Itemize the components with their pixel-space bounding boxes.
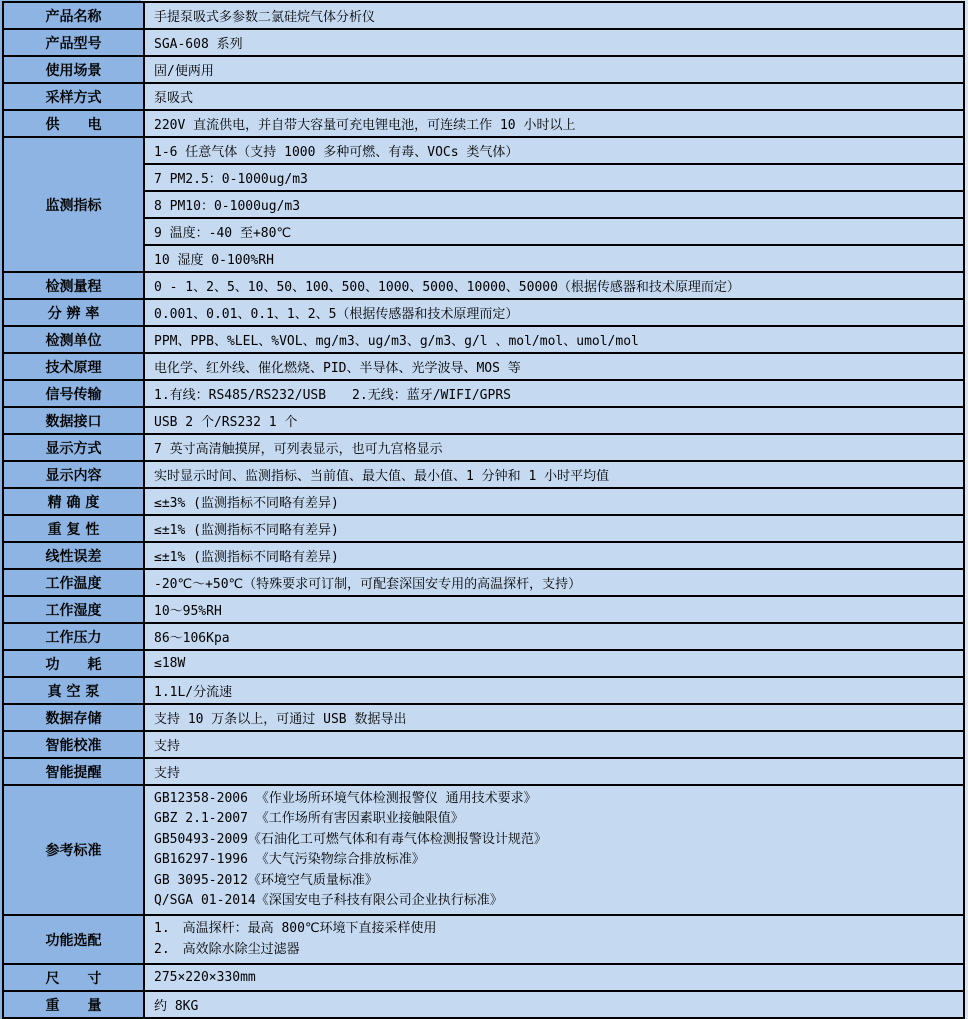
- spec-value-repeatability: ≤±1% (监测指标不同略有差异): [144, 515, 964, 542]
- spec-table-body: [3, 2, 964, 1018]
- spec-row-smart-calibration: [3, 731, 964, 758]
- spec-value-line-reference-standards-2: GB50493-2009《石油化工可燃气体和有毒气体检测报警设计规范》: [154, 831, 547, 847]
- spec-value-accuracy: ≤±3% (监测指标不同略有差异): [144, 488, 964, 515]
- spec-label-resolution: 分 辨 率: [3, 299, 144, 326]
- spec-row-working-humidity: [3, 596, 964, 623]
- spec-value-line-reference-standards-5: Q/SGA 01-2014《深国安电子科技有限公司企业执行标准》: [154, 893, 503, 909]
- spec-label-accuracy: 精 确 度: [3, 488, 144, 515]
- spec-row-repeatability: [3, 515, 964, 542]
- spec-row-weight: [3, 991, 964, 1018]
- spec-value-monitoring-indicators: 9 温度：-40 至+80℃: [144, 218, 964, 245]
- spec-label-monitoring-indicators: 监测指标: [3, 137, 144, 272]
- spec-value-working-temperature: -20℃～+50℃（特殊要求可订制，可配套深国安专用的高温探杆，支持）: [144, 569, 964, 596]
- spec-label-power-consumption: 功 耗: [3, 650, 144, 677]
- spec-label-data-interface: 数据接口: [3, 407, 144, 434]
- spec-value-detection-unit: PPM、PPB、%LEL、%VOL、mg/m3、ug/m3、g/m3、g/l 、mol/mol、umol/mol: [144, 326, 964, 353]
- spec-row-monitoring-indicators: [3, 245, 964, 272]
- spec-label-smart-calibration: 智能校准: [3, 731, 144, 758]
- spec-label-signal-transmission: 信号传输: [3, 380, 144, 407]
- spec-row-detection-range: [3, 272, 964, 299]
- spec-value-display-content: 实时显示时间、监测指标、当前值、最大值、最小值、1 分钟和 1 小时平均值: [144, 461, 964, 488]
- spec-value-signal-transmission: 1.有线：RS485/RS232/USB 2.无线：蓝牙/WIFI/GPRS: [144, 380, 964, 407]
- spec-row-optional-functions: [3, 915, 964, 964]
- spec-row-working-pressure: [3, 623, 964, 650]
- spec-value-sampling-method: 泵吸式: [144, 83, 964, 110]
- spec-label-vacuum-pump: 真 空 泵: [3, 677, 144, 704]
- spec-label-technical-principle: 技术原理: [3, 353, 144, 380]
- spec-value-line-optional-functions-1: 2. 高效除水除尘过滤器: [154, 941, 300, 957]
- spec-value-optional-functions: [144, 915, 964, 964]
- spec-value-smart-reminder: 支持: [144, 758, 964, 785]
- spec-label-linearity-error: 线性误差: [3, 542, 144, 569]
- spec-value-monitoring-indicators: 10 湿度 0-100%RH: [144, 245, 964, 272]
- spec-value-display-mode: 7 英寸高清触摸屏，可列表显示，也可九宫格显示: [144, 434, 964, 461]
- spec-value-data-interface: USB 2 个/RS232 1 个: [144, 407, 964, 434]
- spec-label-dimensions: 尺 寸: [3, 964, 144, 991]
- spec-row-data-storage: [3, 704, 964, 731]
- spec-label-sampling-method: 采样方式: [3, 83, 144, 110]
- spec-value-usage-scenario: 固/便两用: [144, 56, 964, 83]
- spec-value-line-reference-standards-3: GB16297-1996 《大气污染物综合排放标准》: [154, 852, 425, 868]
- spec-value-weight: 约 8KG: [144, 991, 964, 1018]
- spec-value-working-pressure: 86～106Kpa: [144, 623, 964, 650]
- spec-row-detection-unit: [3, 326, 964, 353]
- spec-value-monitoring-indicators: 1-6 任意气体（支持 1000 多种可燃、有毒、VOCs 类气体）: [144, 137, 964, 164]
- spec-value-data-storage: 支持 10 万条以上，可通过 USB 数据导出: [144, 704, 964, 731]
- spec-value-line-optional-functions-0: 1. 高温探杆：最高 800℃环境下直接采样使用: [154, 921, 437, 937]
- spec-row-vacuum-pump: [3, 677, 964, 704]
- spec-table: [2, 1, 965, 1019]
- spec-row-display-content: [3, 461, 964, 488]
- spec-row-monitoring-indicators: [3, 164, 964, 191]
- spec-value-dimensions: 275×220×330mm: [144, 964, 964, 991]
- spec-label-reference-standards: 参考标准: [3, 785, 144, 915]
- spec-label-detection-unit: 检测单位: [3, 326, 144, 353]
- spec-row-power-supply: [3, 110, 964, 137]
- spec-label-power-supply: 供 电: [3, 110, 144, 137]
- spec-value-product-name: 手提泵吸式多参数二氯硅烷气体分析仪: [144, 2, 964, 29]
- spec-value-working-humidity: 10～95%RH: [144, 596, 964, 623]
- spec-value-line-reference-standards-4: GB 3095-2012《环境空气质量标准》: [154, 872, 378, 888]
- spec-label-display-content: 显示内容: [3, 461, 144, 488]
- spec-value-power-supply: 220V 直流供电，并自带大容量可充电锂电池，可连续工作 10 小时以上: [144, 110, 964, 137]
- spec-row-smart-reminder: [3, 758, 964, 785]
- spec-value-technical-principle: 电化学、红外线、催化燃烧、PID、半导体、光学波导、MOS 等: [144, 353, 964, 380]
- spec-row-product-name: [3, 2, 964, 29]
- spec-value-reference-standards: [144, 785, 964, 915]
- spec-row-working-temperature: [3, 569, 964, 596]
- spec-value-power-consumption: ≤18W: [144, 650, 964, 677]
- spec-label-smart-reminder: 智能提醒: [3, 758, 144, 785]
- spec-value-resolution: 0.001、0.01、0.1、1、2、5（根据传感器和技术原理而定）: [144, 299, 964, 326]
- spec-value-monitoring-indicators: 7 PM2.5：0-1000ug/m3: [144, 164, 964, 191]
- spec-row-linearity-error: [3, 542, 964, 569]
- spec-label-display-mode: 显示方式: [3, 434, 144, 461]
- spec-row-signal-transmission: [3, 380, 964, 407]
- spec-value-monitoring-indicators: 8 PM10：0-1000ug/m3: [144, 191, 964, 218]
- spec-row-technical-principle: [3, 353, 964, 380]
- spec-value-smart-calibration: 支持: [144, 731, 964, 758]
- spec-label-repeatability: 重 复 性: [3, 515, 144, 542]
- spec-label-working-pressure: 工作压力: [3, 623, 144, 650]
- spec-sheet: [2, 1, 965, 1019]
- spec-row-dimensions: [3, 964, 964, 991]
- spec-label-detection-range: 检测量程: [3, 272, 144, 299]
- spec-value-line-reference-standards-1: GBZ 2.1-2007 《工作场所有害因素职业接触限值》: [154, 811, 464, 827]
- spec-label-weight: 重 量: [3, 991, 144, 1018]
- spec-value-product-model: SGA-608 系列: [144, 29, 964, 56]
- spec-row-data-interface: [3, 407, 964, 434]
- spec-row-display-mode: [3, 434, 964, 461]
- spec-label-working-temperature: 工作温度: [3, 569, 144, 596]
- spec-value-linearity-error: ≤±1% (监测指标不同略有差异): [144, 542, 964, 569]
- spec-row-product-model: [3, 29, 964, 56]
- spec-row-monitoring-indicators: [3, 137, 964, 164]
- spec-row-accuracy: [3, 488, 964, 515]
- spec-row-monitoring-indicators: [3, 191, 964, 218]
- spec-value-vacuum-pump: 1.1L/分流速: [144, 677, 964, 704]
- spec-row-resolution: [3, 299, 964, 326]
- spec-value-line-reference-standards-0: GB12358-2006 《作业场所环境气体检测报警仪 通用技术要求》: [154, 791, 537, 806]
- spec-row-sampling-method: [3, 83, 964, 110]
- spec-label-data-storage: 数据存储: [3, 704, 144, 731]
- spec-row-usage-scenario: [3, 56, 964, 83]
- spec-label-usage-scenario: 使用场景: [3, 56, 144, 83]
- spec-label-product-model: 产品型号: [3, 29, 144, 56]
- spec-row-power-consumption: [3, 650, 964, 677]
- spec-value-detection-range: 0 - 1、2、5、10、50、100、500、1000、5000、10000、50000（根据传感器和技术原理而定）: [144, 272, 964, 299]
- spec-row-reference-standards: [3, 785, 964, 915]
- spec-label-product-name: 产品名称: [3, 2, 144, 29]
- spec-label-working-humidity: 工作湿度: [3, 596, 144, 623]
- spec-row-monitoring-indicators: [3, 218, 964, 245]
- spec-label-optional-functions: 功能选配: [3, 915, 144, 964]
